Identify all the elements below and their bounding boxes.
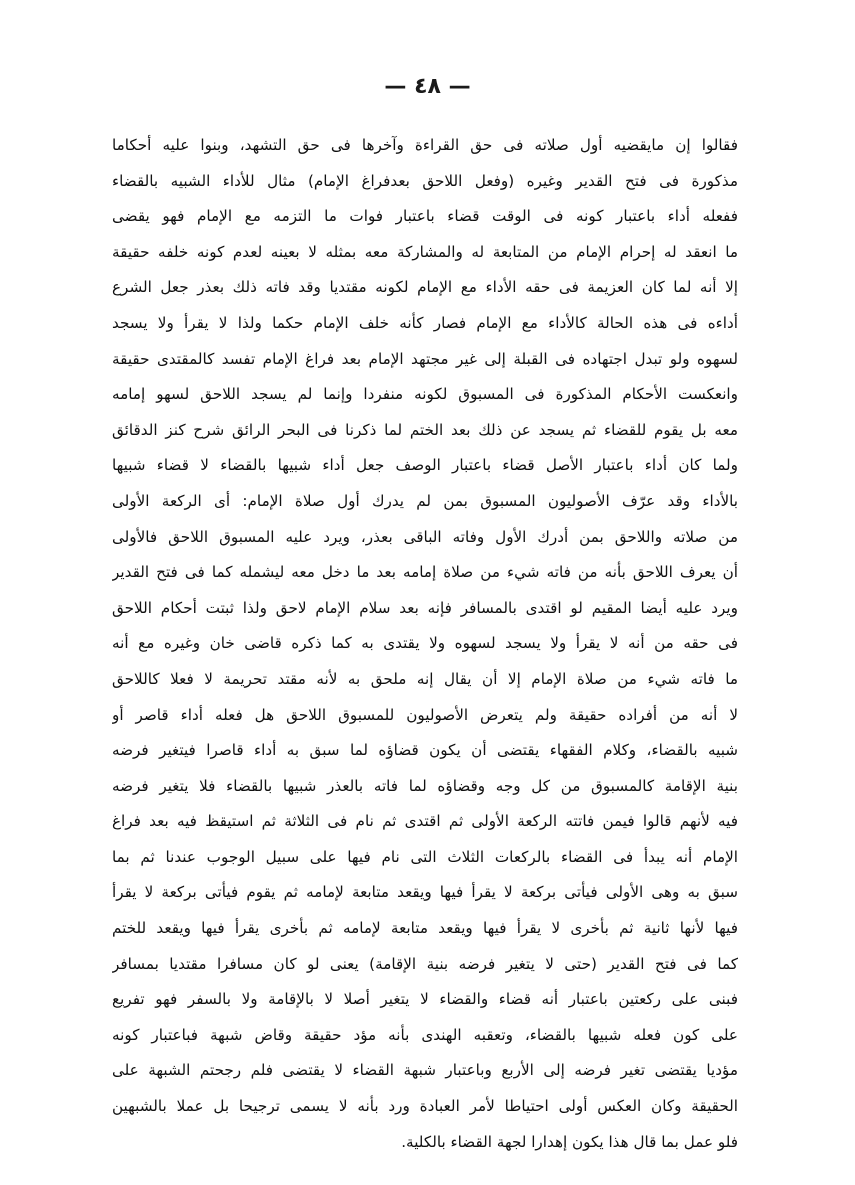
text-line: فيها لأنها ثانية ثم بأخرى لا يقرأ فيها ويقعد متابعة لإمامه ثم بأخرى يقرأ فيها ويقعد للختم (112, 919, 738, 938)
page-number: — ٤٨ — (384, 74, 471, 99)
text-line: مؤديا يقتضى تغير فرضه إلى الأربع وباعتبار شبهة القضاء لا يقتضى فلم رجحتم الشبهة على (112, 1061, 738, 1080)
text-line: فلو عمل بما قال هذا يكون إهدارا لجهة القضاء بالكلية. (401, 1132, 738, 1151)
text-line: فقالوا إن مايقضيه أول صلاته فى حق القراءة وآخرها فى حق التشهد، وبنوا عليه أحكاما (112, 136, 738, 154)
text-line: فبنى على ركعتين باعتبار أنه قضاء والقضاء لا يتغير أصلا لا بالإقامة ولا بالسفر فهو تفريع (112, 990, 738, 1009)
text-line: فيه لأنهم قالوا فيمن فاتته الركعة الأولى ثم اقتدى ثم نام فى الثلاثة ثم استيقظ فيه بعد فراغ (112, 812, 738, 831)
text-line: لا أنه من أفراده حقيقة ولم يتعرض الأصوليون للمسبوق اللاحق هل فعله أداء قاصر أو (112, 705, 738, 724)
text-line: أن يعرف اللاحق بأنه من فاته شيء من صلاة إمامه بعد ما دخل معه ليشمله كما فى فتح القدير (112, 563, 738, 582)
text-line: من صلاته واللاحق بمن أدرك الأول وفاته الباقى بعذر، ويرد عليه المسبوق اللاحق فالأولى (112, 527, 738, 546)
text-line: على كون فعله شبيها بالقضاء، وتعقبه الهندى بأنه مؤد حقيقة وقاض شبهة فباعتبار كونه (112, 1025, 738, 1044)
text-line: ما فاته شيء من صلاة الإمام إلا أن يقال إنه ملحق به لأنه مقتد تحريمة لا فعلا كاللاحق (112, 669, 738, 688)
text-line: بنية الإقامة كالمسبوق من كل وجه وقضاؤه لما فاته بالعذر شبيها بالقضاء فلا يتغير فرضه (112, 776, 738, 795)
text-line: ففعله أداء باعتبار كونه فى الوقت قضاء باعتبار فوات ما التزمه مع الإمام فهو يقضى (112, 207, 738, 226)
text-line: إلا أنه لما كان العزيمة فى حقه الأداء مع الإمام لكونه مقتديا وقد فاته ذلك بعذر جعل الشرع (112, 278, 738, 297)
text-line: كما فى فتح القدير (حتى لا يتغير فرضه بنية الإقامة) يعنى لو كان مسافرا مقتديا بمسافر (112, 954, 738, 973)
text-line: شبيه بالقضاء، وكلام الفقهاء يقتضى أن يكون قضاؤه لما سبق به أداء قاصرا فيتغير فرضه (112, 741, 738, 760)
text-line: وانعكست الأحكام المذكورة فى المسبوق لكونه منفردا وإنما لم يسجد اللاحق لسهو إمامه (112, 385, 738, 404)
text-line: ولما كان أداء باعتبار الأصل قضاء باعتبار الوصف جعل أداء شبيها بالقضاء لا قضاء شبيها (112, 456, 738, 475)
body-text (112, 128, 738, 1160)
text-line: ويرد عليه أيضا المقيم لو اقتدى بالمسافر فإنه بعد سلام الإمام لاحق ولذا ثبتت أحكام اللاحق (112, 598, 738, 617)
text-line: لسهوه ولو تبدل اجتهاده فى القبلة إلى غير مجتهد الإمام بعد فراغ الإمام تفسد كالمقتدى حقيقة (112, 349, 738, 368)
text-line: سبق به وهى الأولى فيأتى بركعة لا يقرأ فيها ويقعد متابعة لإمامه ثم يقوم فيأتى بركعة لا يقرأ (112, 883, 738, 902)
text-line: مذكورة فى فتح القدير وغيره (وفعل اللاحق بعدفراغ الإمام) مثال للأداء الشبيه بالقضاء (112, 171, 738, 190)
text-line: أداءه فى هذه الحالة كالأداء مع الإمام فصار كأنه خلف الإمام حكما ولذا لا يقرأ ولا يسجد (112, 313, 738, 332)
text-line: الحقيقة وكان العكس أولى احتياطا لأمر العبادة ورد بأنه لا يسمى ترجيحا بل عملا بالشبهين (112, 1097, 738, 1116)
text-line: بالأداء وقد عرّف الأصوليون المسبوق بمن لم يدرك أول صلاة الإمام: أى الركعة الأولى (112, 491, 738, 510)
text-line: ما انعقد له إحرام الإمام من المتابعة له والمشاركة معه بمثله لا بعينه لعدم كونه خلفه حقيقة (112, 242, 738, 261)
text-line: فى حقه من أنه لا يقرأ ولا يسجد لسهوه ولا يقتدى به كما ذكره قاضى خان وغيره مع أنه (112, 634, 738, 653)
text-line: الإمام أنه يبدأ فى القضاء بالركعات الثلاث التى نام فيها على سبيل الوجوب عندنا ثم بما (112, 847, 738, 866)
text-line: معه بل يقوم للقضاء ثم يسجد عن ذلك بعد الختم لما ذكرنا فى البحر الرائق شرح كنز الدقائق (112, 420, 738, 439)
